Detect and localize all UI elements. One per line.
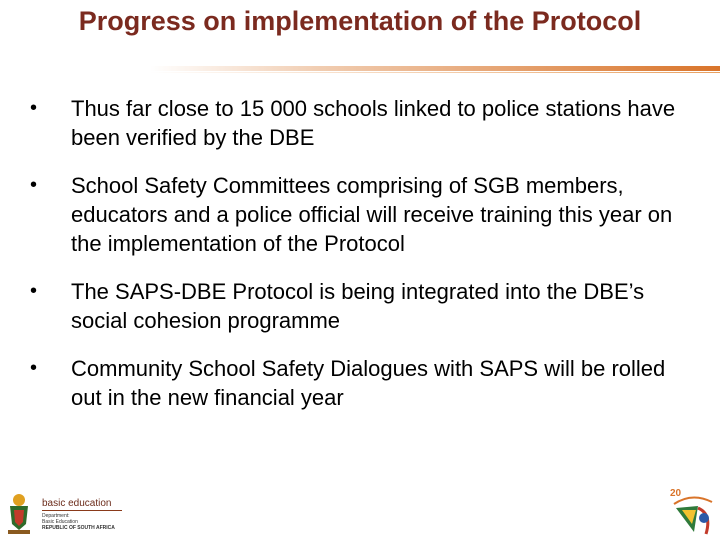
logo-title: basic education <box>42 498 112 509</box>
bullet-dot-icon: • <box>30 280 38 302</box>
department-logo-text <box>42 498 115 531</box>
bullet-text: The SAPS-DBE Protocol is being integrated into the DBE’s social cohesion programme <box>71 279 645 333</box>
logo-line-1: Department: <box>42 513 70 519</box>
coat-of-arms-icon <box>4 492 34 536</box>
title-divider <box>150 66 720 71</box>
bullet-item <box>28 94 688 152</box>
bullet-text: Thus far close to 15 000 schools linked to police stations have been verified by the DBE <box>71 96 676 150</box>
title-divider-thin <box>150 72 720 73</box>
department-logo <box>4 488 154 538</box>
bullet-dot-icon: • <box>30 97 38 119</box>
slide-title: Progress on implementation of the Protocol <box>78 6 642 36</box>
anniversary-logo <box>668 488 716 538</box>
logo-line-2: Basic Education <box>42 519 78 525</box>
bullet-item <box>28 277 688 335</box>
bullet-text: School Safety Committees comprising of SGB members, educators and a police official will receive training this year on the implementation of the Protocol <box>71 173 673 256</box>
bullet-item <box>28 354 688 412</box>
bullet-dot-icon: • <box>30 174 38 196</box>
bullet-text: Community School Safety Dialogues with SAPS will be rolled out in the new financial year <box>71 356 666 410</box>
bullet-item <box>28 171 688 258</box>
logo-line-3: REPUBLIC OF SOUTH AFRICA <box>42 525 115 531</box>
anniversary-number: 20 <box>670 488 682 499</box>
bullet-list <box>28 94 688 412</box>
logo-divider <box>42 510 122 511</box>
bullet-dot-icon: • <box>30 357 38 379</box>
